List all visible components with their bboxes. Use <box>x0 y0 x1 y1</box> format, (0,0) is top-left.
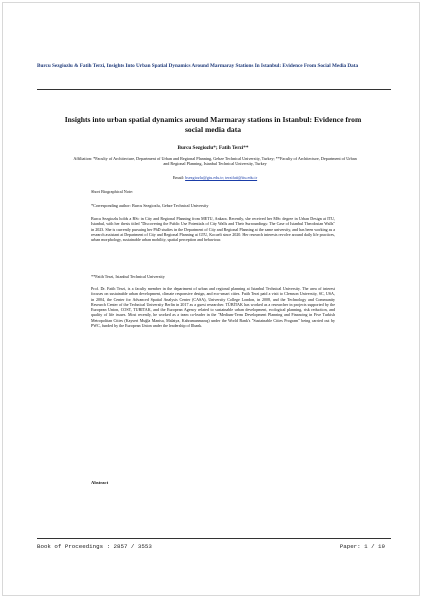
running-header: Burcu Sezgiozlu & Fatih Terzi, Insights Into Urban Spatial Dynamics Around Marmaray Stations In Istanbul: Evidence From Social Media Data <box>37 63 359 69</box>
author2-label: **Fatih Terzi, Istanbul Technical University <box>91 274 165 279</box>
header-divider <box>37 89 391 90</box>
bio-heading: Short Biographical Note: <box>91 189 134 194</box>
author2-bio: Prof. Dr. Fatih Terzi, is a faculty member in the department of urban and regional planning at Istanbul Technical University. The area of interest focuses on sustainable urban development, climate responsive design, and eco-smart cities. Fatih Terzi paid a visit to Clemson University, SC, USA, in 2004, the Center for Advanced Spatial Analysis Center (CASA), University College London, in 2008, and the Technology and Community Research Center of the Technical University Berlin in 2017 as a guest researcher. TÜBİTAK has worked as a researcher in projects supported by the European Union, COST, TUBITAK, and the European Agency related to sustainable urban development, ecological planning, risk reduction, and quality of life issues. Most recently, he worked as a team co-leader in the "Medium-Term Development Planning and Financing in Five Turkish Metropolitan Cities (Kayseri Muğla Manisa, Malatya, Kahramanmaraş) under the World Bank's "Sustainable Cities Program" being carried out by PWC, funded by the European Union under the leadership of Ilbank. <box>91 286 335 328</box>
author1-bio: Burcu Sezgiozlu holds a BSc in City and Regional Planning from METU, Ankara. Recently, she received her MSc degree in Urban Design at ITU, Istanbul, with her thesis titled "Discovering the Public Use Potentials of City Walls and Their Surroundings: The Case of Istanbul Theodosian Walls" in 2023. She is currently pursuing her PhD studies in the Department of City and Regional Planning at the same university, and has been working as a research assistant at Department of City and Regional Planning at GTU, Kocaeli since 2020. Her research interests revolve around daily life practices, urban morphology, sustainable urban mobility, spatial perception and behaviour. <box>91 216 335 242</box>
email-line <box>73 175 357 180</box>
email-link[interactable]: bsezgiozlu@gtu.edu.tr; terzifati@itu.edu.tr <box>185 175 258 180</box>
page <box>2 2 420 596</box>
proceedings-page-count: Book of Proceedings : 2857 / 3553 <box>37 543 152 550</box>
footer-divider <box>37 538 391 539</box>
paper-page-count: Paper: 1 / 19 <box>339 543 385 550</box>
paper-title: Insights into urban spatial dynamics around Marmaray stations in Istanbul: Evidence from social media data <box>64 115 362 134</box>
abstract-heading: Abstract <box>91 480 109 485</box>
email-label: Email: <box>172 175 185 180</box>
paper-affiliation: Affiliation: *Faculty of Architecture, Department of Urban and Regional Planning, Gebze Technical University, Turkey; **Faculty of Architecture, Department of Urban and Regional Planning, Istanbul Technical University, Turkey <box>73 156 357 167</box>
corresponding-author: *Corresponding author: Burcu Sezgiozlu, Gebze Technical University <box>91 203 209 208</box>
paper-authors: Burcu Sezgiozlu*; Fatih Terzi** <box>177 145 249 151</box>
